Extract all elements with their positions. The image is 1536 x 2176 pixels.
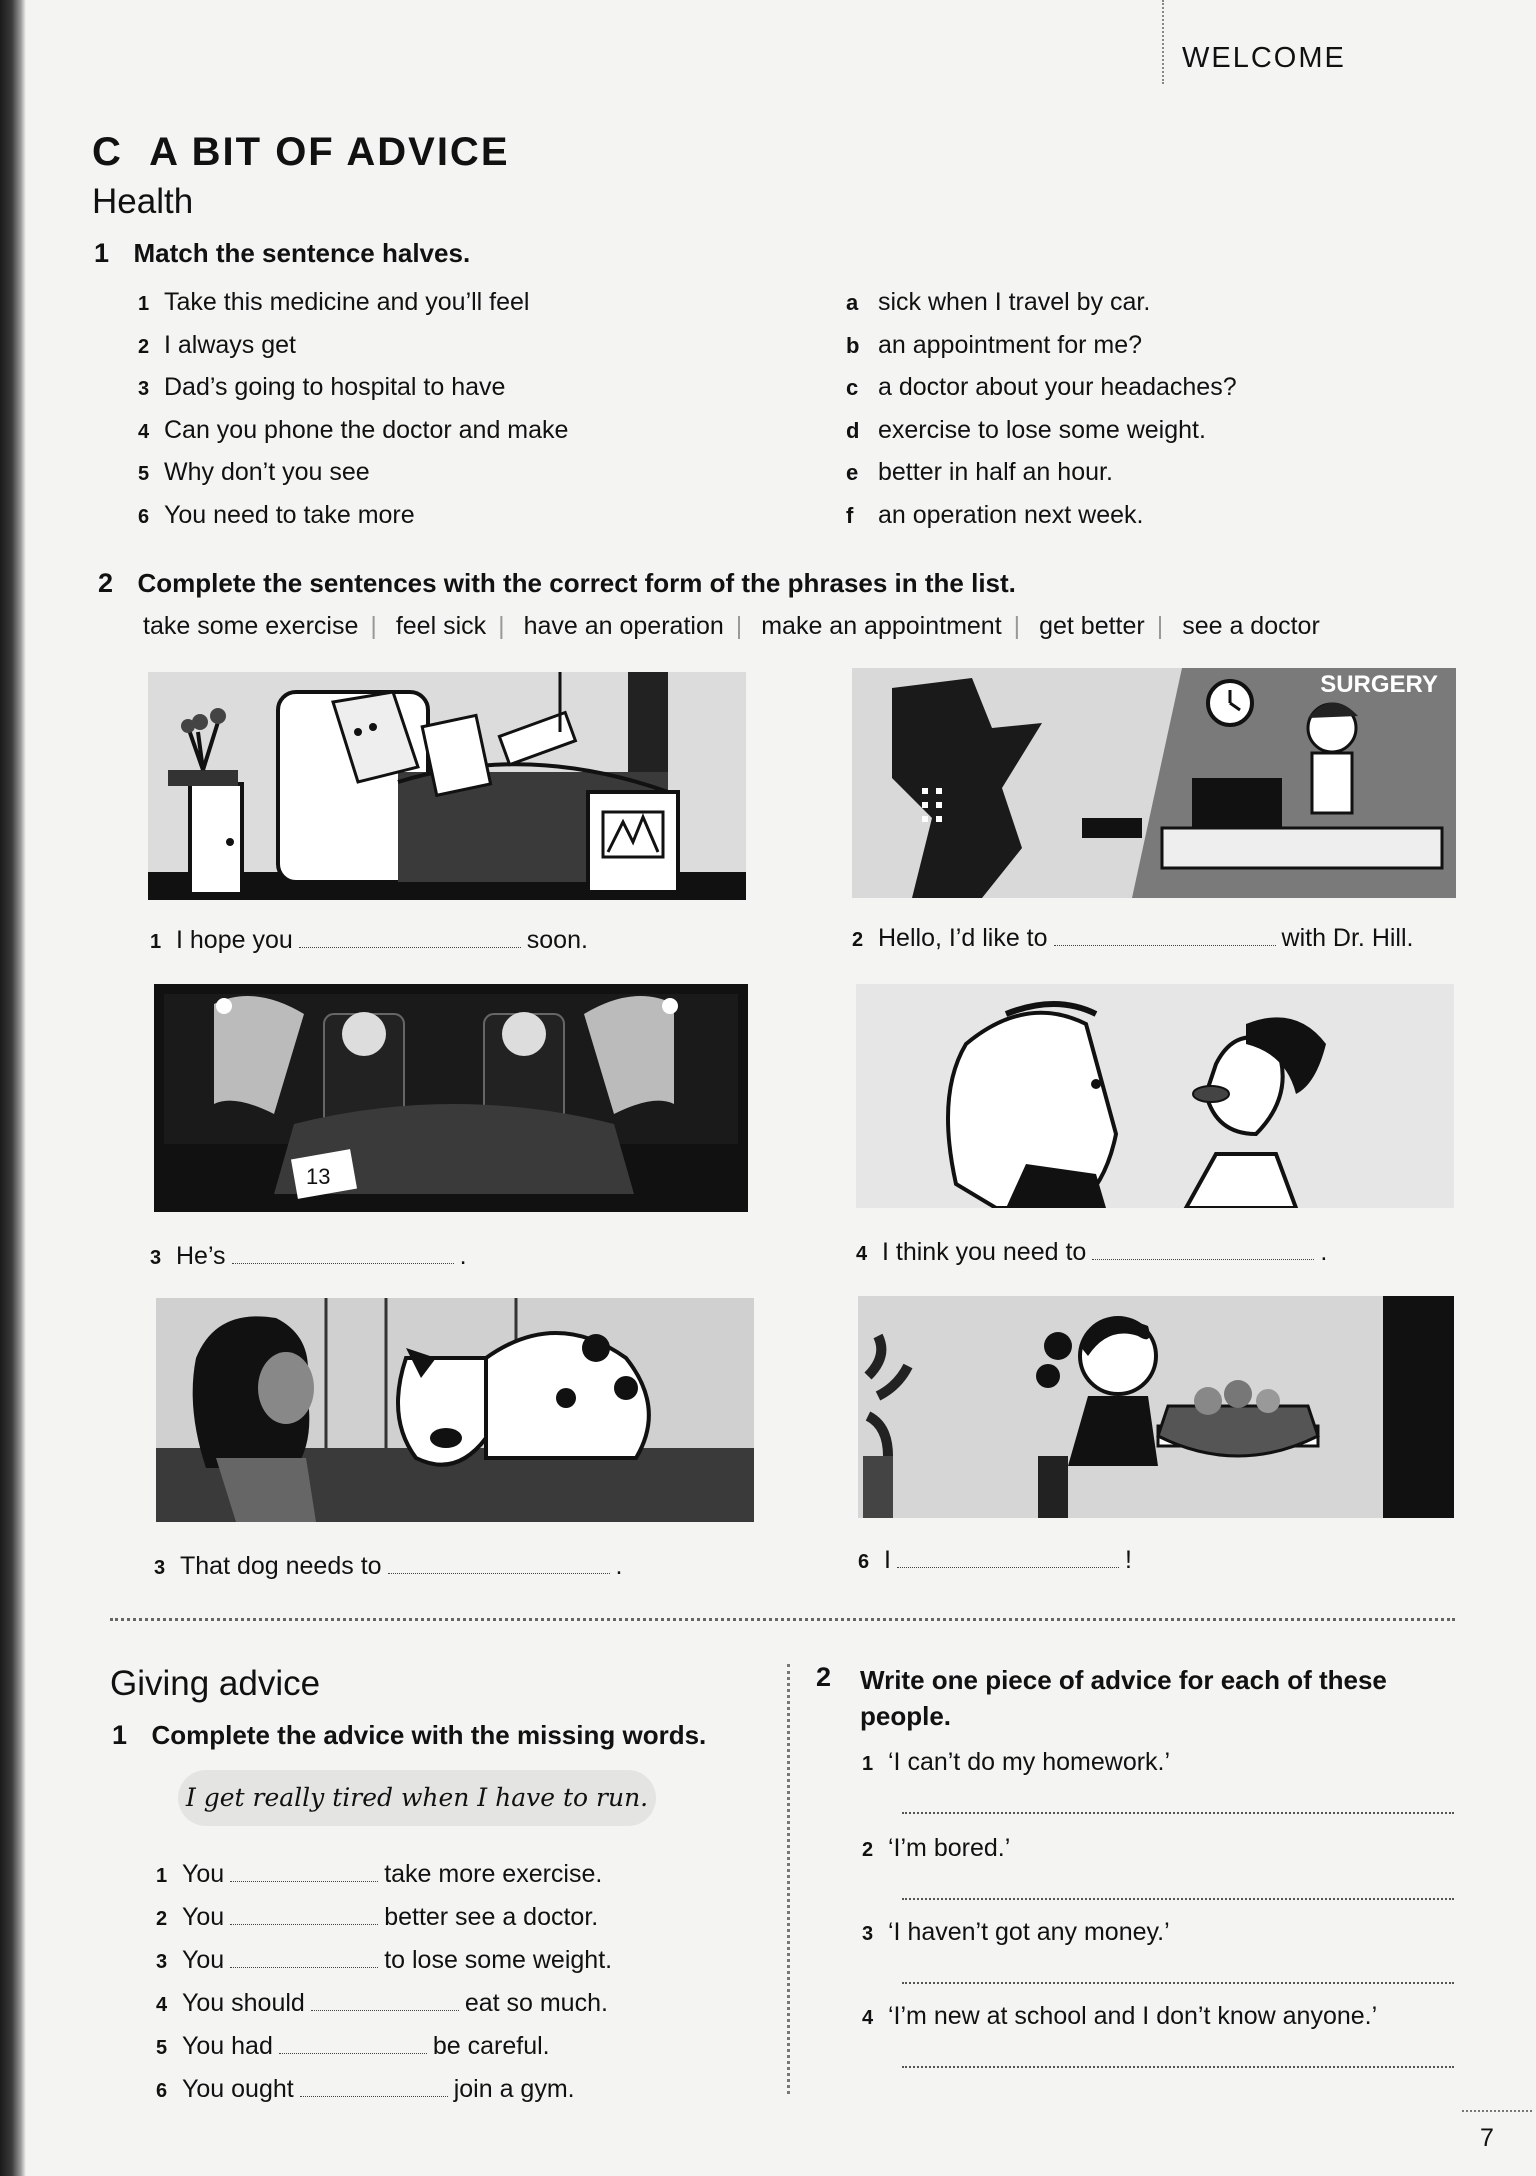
phrase: see a doctor <box>1182 612 1320 640</box>
header-section-label: WELCOME <box>1182 42 1346 74</box>
list-item: 5 You had be careful. <box>156 2032 550 2060</box>
illustration-surgery-reception <box>852 668 1456 898</box>
section-heading <box>92 130 510 175</box>
book-spine-shadow <box>0 0 26 2176</box>
list-item: c a doctor about your headaches? <box>846 373 1237 401</box>
example-sentence: I get really tired when I have to run. <box>178 1770 656 1826</box>
answer-line-2[interactable] <box>902 1898 1454 1900</box>
advice-ex2-item-2: 2 ‘I’m bored.’ <box>862 1834 1011 1862</box>
ex2-instruction: Complete the sentences with the correct form of the phrases in the list. <box>137 568 1016 598</box>
phrase: get better <box>1039 612 1145 640</box>
phrase: feel sick <box>395 612 487 640</box>
ex2-number: 2 <box>98 568 114 598</box>
list-item: f an operation next week. <box>846 500 1144 529</box>
list-item: 1 Take this medicine and you’ll feel <box>138 288 530 316</box>
list-item: e better in half an hour. <box>846 458 1113 486</box>
illustration-sick-boy <box>856 984 1454 1208</box>
list-item: 3 Dad’s going to hospital to have <box>138 373 506 401</box>
list-item: 4 Can you phone the doctor and make <box>138 415 569 444</box>
list-item: a sick when I travel by car. <box>846 288 1151 316</box>
section-title: A BIT OF ADVICE <box>149 130 510 174</box>
advice-ex2-header <box>816 1662 831 1693</box>
list-item: 4 You should eat so much. <box>156 1989 608 2017</box>
ex2-header <box>98 568 1016 599</box>
advice-ex2-item-4: 4 ‘I’m new at school and I don’t know anyone.’ <box>862 2002 1378 2030</box>
illustration-operating-theatre <box>154 984 748 1212</box>
list-item: b an appointment for me? <box>846 330 1143 359</box>
caption-3: 3 He’s . <box>150 1242 467 1270</box>
phrase: have an operation <box>523 612 724 640</box>
subsection-title: Health <box>92 182 194 221</box>
advice-ex1-instruction: Complete the advice with the missing words. <box>151 1720 707 1750</box>
bed-number: 13 <box>306 1164 331 1189</box>
list-item: 3 You to lose some weight. <box>156 1946 613 1974</box>
ex1-instruction: Match the sentence halves. <box>133 238 471 268</box>
surgery-sign: SURGERY <box>1320 671 1438 698</box>
header-tab <box>1162 0 1536 84</box>
page-number: 7 <box>1480 2124 1494 2152</box>
list-item: 6 You ought join a gym. <box>156 2075 575 2103</box>
advice-ex1-list <box>156 1860 612 2118</box>
caption-5: 3 That dog needs to . <box>154 1552 623 1580</box>
list-item: 2 I always get <box>138 330 297 359</box>
answer-line-4[interactable] <box>902 2066 1454 2068</box>
caption-6: 6 I ! <box>858 1546 1132 1574</box>
illustration-hospital-bed <box>148 672 746 900</box>
ex1-header <box>94 238 470 269</box>
list-item: 2 You better see a doctor. <box>156 1903 599 1931</box>
caption-2: 2 Hello, I’d like to with Dr. Hill. <box>852 924 1414 952</box>
ex1-right-list <box>846 288 1237 543</box>
illustration-girl-eating <box>858 1296 1454 1518</box>
caption-1: 1 I hope you soon. <box>150 926 588 954</box>
advice-ex2-instruction: Write one piece of advice for each of these people. <box>860 1665 1387 1731</box>
phrase: make an appointment <box>761 612 1002 640</box>
column-divider <box>787 1664 790 2094</box>
phrase: take some exercise <box>143 612 359 640</box>
list-item: d exercise to lose some weight. <box>846 415 1206 444</box>
section-letter: C <box>92 130 123 174</box>
caption-4: 4 I think you need to . <box>856 1238 1328 1266</box>
advice-ex1-number: 1 <box>112 1720 128 1750</box>
giving-advice-title: Giving advice <box>110 1664 321 1703</box>
phrase-list: take some exercise | feel sick | have an operation | make an appointment | get better | see a doctor <box>143 612 1320 640</box>
advice-ex2-item-1: 1 ‘I can’t do my homework.’ <box>862 1748 1171 1776</box>
advice-ex2-number: 2 <box>816 1662 832 1692</box>
ex1-number: 1 <box>94 238 110 268</box>
section-divider <box>110 1618 1455 1621</box>
list-item: 1 You take more exercise. <box>156 1860 603 1888</box>
list-item: 6 You need to take more <box>138 500 415 529</box>
illustration-woman-and-dog <box>156 1298 754 1522</box>
answer-line-1[interactable] <box>902 1812 1454 1814</box>
advice-ex2-item-3: 3 ‘I haven’t got any money.’ <box>862 1918 1170 1946</box>
page-number-box <box>1462 2110 1532 2162</box>
answer-line-3[interactable] <box>902 1982 1454 1984</box>
ex1-left-list <box>138 288 568 543</box>
advice-ex1-header <box>112 1720 706 1751</box>
list-item: 5 Why don’t you see <box>138 458 370 486</box>
